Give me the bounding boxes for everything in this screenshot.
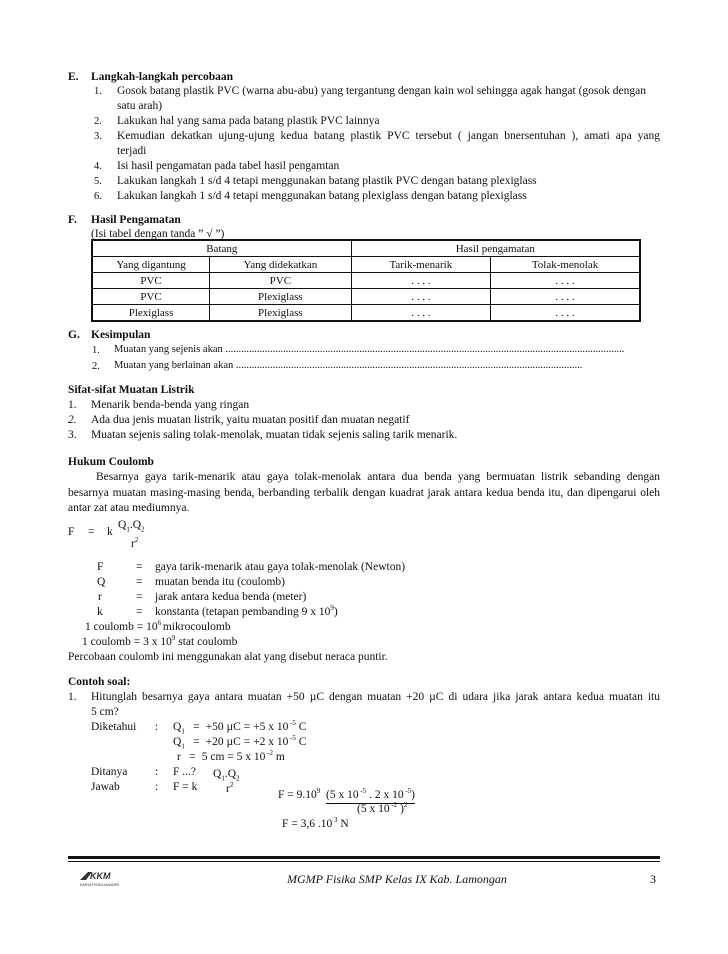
asked-label: Ditanya xyxy=(91,766,128,778)
def-desc-sup: 9 xyxy=(330,604,334,613)
page-number: 3 xyxy=(650,872,656,886)
footer-rule xyxy=(68,856,660,859)
logo-graphic xyxy=(78,868,126,888)
def-equals: = xyxy=(136,561,143,573)
section-g-letter: G. xyxy=(68,329,80,341)
calc-text: F = 9.10 xyxy=(278,789,317,801)
given-eq: = xyxy=(193,736,200,748)
given-sym: Q xyxy=(173,736,182,748)
coulomb-closing: Percobaan coulomb ini menggunakan alat yang disebut neraca puntir. xyxy=(68,651,388,663)
given-eq: = xyxy=(193,721,200,733)
given-unit: C xyxy=(295,736,307,748)
step-text: Kemudian dekatkan ujung-ujung kedua batang plastik PVC tersebut ( jangan bnersentuhan ), amati apa yang xyxy=(117,130,660,142)
conversion-sup: 9 xyxy=(171,634,176,643)
answer-colon: : xyxy=(155,781,159,793)
calc-end: ) xyxy=(411,789,416,801)
calc-den-sup: -2 xyxy=(389,801,398,810)
calc-num-text: (5 x 10 xyxy=(326,789,359,801)
formula-q2: .Q xyxy=(224,768,236,780)
table-header-cell: Tarik-menarik xyxy=(351,257,490,273)
given-val: +20 µC = +2 x 10 xyxy=(205,736,289,748)
section-e-letter: E. xyxy=(68,71,79,83)
table-instruction: (Isi tabel dengan tanda ” √ ”) xyxy=(91,228,225,240)
calc-mid-text: . 2 x 10 xyxy=(366,789,404,801)
given-r xyxy=(177,750,285,765)
calc-result xyxy=(282,817,349,832)
logo-mark: KKM xyxy=(90,871,111,881)
table-row xyxy=(92,289,640,305)
table-cell: PVC xyxy=(210,273,352,289)
formula-sub: 1 xyxy=(221,774,225,783)
answer-label: Jawab xyxy=(91,781,120,793)
sifat-number: 2. xyxy=(68,414,77,426)
formula-sub: 2 xyxy=(141,525,145,534)
table-row xyxy=(92,305,640,322)
step-text-cont: satu arah) xyxy=(117,100,163,112)
given-val: 5 cm = 5 x 10 xyxy=(201,751,266,763)
table-cell: . . . . xyxy=(351,273,490,289)
table-cell: . . . . xyxy=(491,273,640,289)
example-number: 1. xyxy=(68,691,77,703)
given-sub: 1 xyxy=(181,742,185,751)
table-group-header-row xyxy=(92,240,640,257)
sifat-number: 3. xyxy=(68,429,77,441)
def-symbol: F xyxy=(97,561,104,573)
sifat-item: Ada dua jenis muatan listrik, yaitu muatan positif dan muatan negatif xyxy=(91,414,410,426)
given-colon: : xyxy=(155,721,159,733)
given-eq: = xyxy=(189,751,196,763)
table-header-cell: Tolak-menolak xyxy=(491,257,640,273)
section-f-letter: F. xyxy=(68,214,77,226)
logo-subtext: KARYA FISIKA MANDIRI xyxy=(80,883,119,887)
formula-sub: 1 xyxy=(126,525,130,534)
sifat-title: Sifat-sifat Muatan Listrik xyxy=(68,384,195,396)
answer-formula: F = k xyxy=(173,781,198,793)
calc-den-end: ) xyxy=(397,803,404,815)
example-question: Hitunglah besarnya gaya antara muatan +50 µC dengan muatan +20 µC di udara jika jarak antara kedua muatan itu xyxy=(91,691,660,703)
coulomb-paragraph: Besarnya gaya tarik-menarik atau gaya tolak-menolak antara dua benda yang bermuatan listrik sebanding dengan besarnya muatan masing-masing benda, berbanding terbalik dengan kuadrat jarak antara kedua benda itu, dan dipengarui oleh antar zat atau mediumnya. xyxy=(68,471,660,514)
formula-q: Q xyxy=(118,519,127,531)
table-header-cell: Yang didekatkan xyxy=(210,257,352,273)
given-exp: -2 xyxy=(265,749,273,758)
calc-denominator xyxy=(357,802,407,817)
table-cell: . . . . xyxy=(351,305,490,322)
formula-equals: = xyxy=(88,526,95,538)
calc-den-sq: 2 xyxy=(403,801,408,810)
given-sub: 1 xyxy=(181,727,185,736)
table-group-hasil: Hasil pengamatan xyxy=(351,240,640,257)
answer-denominator xyxy=(226,782,233,797)
sifat-item: Menarik benda-benda yang ringan xyxy=(91,399,250,411)
table-cell: . . . . xyxy=(491,289,640,305)
given-sym: Q xyxy=(173,721,182,733)
formula-sup: 2 xyxy=(134,536,139,545)
def-desc xyxy=(155,605,338,620)
def-equals: = xyxy=(136,591,143,603)
def-desc: gaya tarik-menarik atau gaya tolak-menolak (Newton) xyxy=(155,561,406,573)
conclusion-number: 1. xyxy=(92,345,100,356)
def-desc: jarak antara kedua benda (meter) xyxy=(155,591,307,603)
def-symbol: r xyxy=(98,591,102,603)
def-desc-text: konstanta (tetapan pembanding 9 x 10 xyxy=(155,606,331,618)
conversion-stat xyxy=(82,635,237,650)
example-question-cont: 5 cm? xyxy=(91,706,119,718)
footer-rule-thin xyxy=(68,861,660,862)
formula-sub: 2 xyxy=(236,774,240,783)
conversion-unit: mikrocoulomb xyxy=(162,621,231,633)
given-val: +50 µC = +5 x 10 xyxy=(205,721,289,733)
example-title: Contoh soal: xyxy=(68,676,131,688)
formula-q: Q xyxy=(213,768,222,780)
step-text: Lakukan hal yang sama pada batang plastik PVC lainnya xyxy=(117,115,380,127)
calc-sup: 9 xyxy=(316,787,321,796)
given-unit: m xyxy=(272,751,285,763)
table-header-row xyxy=(92,257,640,273)
table-cell: Plexiglass xyxy=(210,305,352,322)
observation-table xyxy=(91,239,641,322)
mgmp-logo xyxy=(78,868,126,888)
given-sym: r xyxy=(177,751,181,763)
formula-q2: .Q xyxy=(129,519,141,531)
conversion-text: 1 coulomb = 3 x 10 xyxy=(82,636,172,648)
table-cell: Plexiglass xyxy=(92,305,210,322)
step-text: Lakukan langkah 1 s/d 4 tetapi menggunakan batang plastik PVC dengan batang plexiglass xyxy=(117,175,537,187)
given-label: Diketahui xyxy=(91,721,137,733)
formula-lhs: F xyxy=(68,526,75,538)
def-equals: = xyxy=(136,576,143,588)
step-number: 1. xyxy=(94,86,102,97)
def-symbol: k xyxy=(97,606,103,618)
asked-colon: : xyxy=(155,766,159,778)
def-equals: = xyxy=(136,606,143,618)
table-cell: PVC xyxy=(92,289,210,305)
result-sup: 3 xyxy=(332,816,338,825)
formula-sup: 2 xyxy=(229,781,234,790)
formula-k: k xyxy=(107,526,113,538)
step-number: 4. xyxy=(94,161,102,172)
result-text: F = 3,6 .10 xyxy=(282,818,333,830)
sifat-number: 1. xyxy=(68,399,77,411)
result-unit: N xyxy=(337,818,349,830)
def-desc: muatan benda itu (coulomb) xyxy=(155,576,285,588)
step-number: 3. xyxy=(94,131,102,142)
footer-text: MGMP Fisika SMP Kelas IX Kab. Lamongan xyxy=(287,872,507,886)
calc-den-text: (5 x 10 xyxy=(357,803,390,815)
step-number: 5. xyxy=(94,176,102,187)
conversion-sup: 6 xyxy=(157,619,163,628)
answer-numerator xyxy=(213,767,240,782)
conversion-unit: stat coulomb xyxy=(175,636,238,648)
formula-r: r xyxy=(226,783,230,795)
formula-r: r xyxy=(131,538,135,550)
table-cell: Plexiglass xyxy=(210,289,352,305)
table-cell: PVC xyxy=(92,273,210,289)
given-exp: -5 xyxy=(288,719,296,728)
formula-numerator xyxy=(118,518,145,533)
table-cell: . . . . xyxy=(351,289,490,305)
conclusion-number: 2. xyxy=(92,361,100,372)
given-q2 xyxy=(173,735,306,750)
given-unit: C xyxy=(295,721,307,733)
step-text-cont: terjadi xyxy=(117,145,147,157)
conversion-micro xyxy=(85,620,231,635)
asked-value: F ...? xyxy=(173,766,196,778)
calc-num-sup: -5 xyxy=(358,787,367,796)
given-q1 xyxy=(173,720,306,735)
table-row xyxy=(92,273,640,289)
step-text: Isi hasil pengamatan pada tabel hasil pengamtan xyxy=(117,160,340,172)
section-e-title: Langkah-langkah percobaan xyxy=(91,71,233,83)
table-header-cell: Yang digantung xyxy=(92,257,210,273)
table-cell: . . . . xyxy=(491,305,640,322)
conclusion-item: Muatan yang berlainan akan .................................................................................................................................... xyxy=(114,360,583,371)
step-number: 6. xyxy=(94,191,102,202)
conversion-text: 1 coulomb = 10 xyxy=(85,621,158,633)
conclusion-item: Muatan yang sejenis akan ........................................................................................................................................................ xyxy=(114,344,625,355)
section-g-title: Kesimpulan xyxy=(91,329,151,341)
table-group-batang: Batang xyxy=(92,240,351,257)
sifat-item: Muatan sejenis saling tolak-menolak, muatan tidak sejenis saling tarik menarik. xyxy=(91,429,458,441)
calc-mid-sup: -5 xyxy=(403,787,412,796)
step-text: Gosok batang plastik PVC (warna abu-abu) yang tergantung dengan kain wol sehingga agak hangat (gosok dengan xyxy=(117,85,646,97)
step-number: 2. xyxy=(94,116,102,127)
step-text: Lakukan langkah 1 s/d 4 tetapi menggunakan batang plexiglass dengan batang plexiglass xyxy=(117,190,527,202)
section-f-title: Hasil Pengamatan xyxy=(91,214,181,226)
def-symbol: Q xyxy=(97,576,106,588)
coulomb-title: Hukum Coulomb xyxy=(68,456,154,468)
def-desc-end: ) xyxy=(333,606,338,618)
formula-denominator xyxy=(131,537,138,552)
given-exp: -5 xyxy=(288,734,296,743)
